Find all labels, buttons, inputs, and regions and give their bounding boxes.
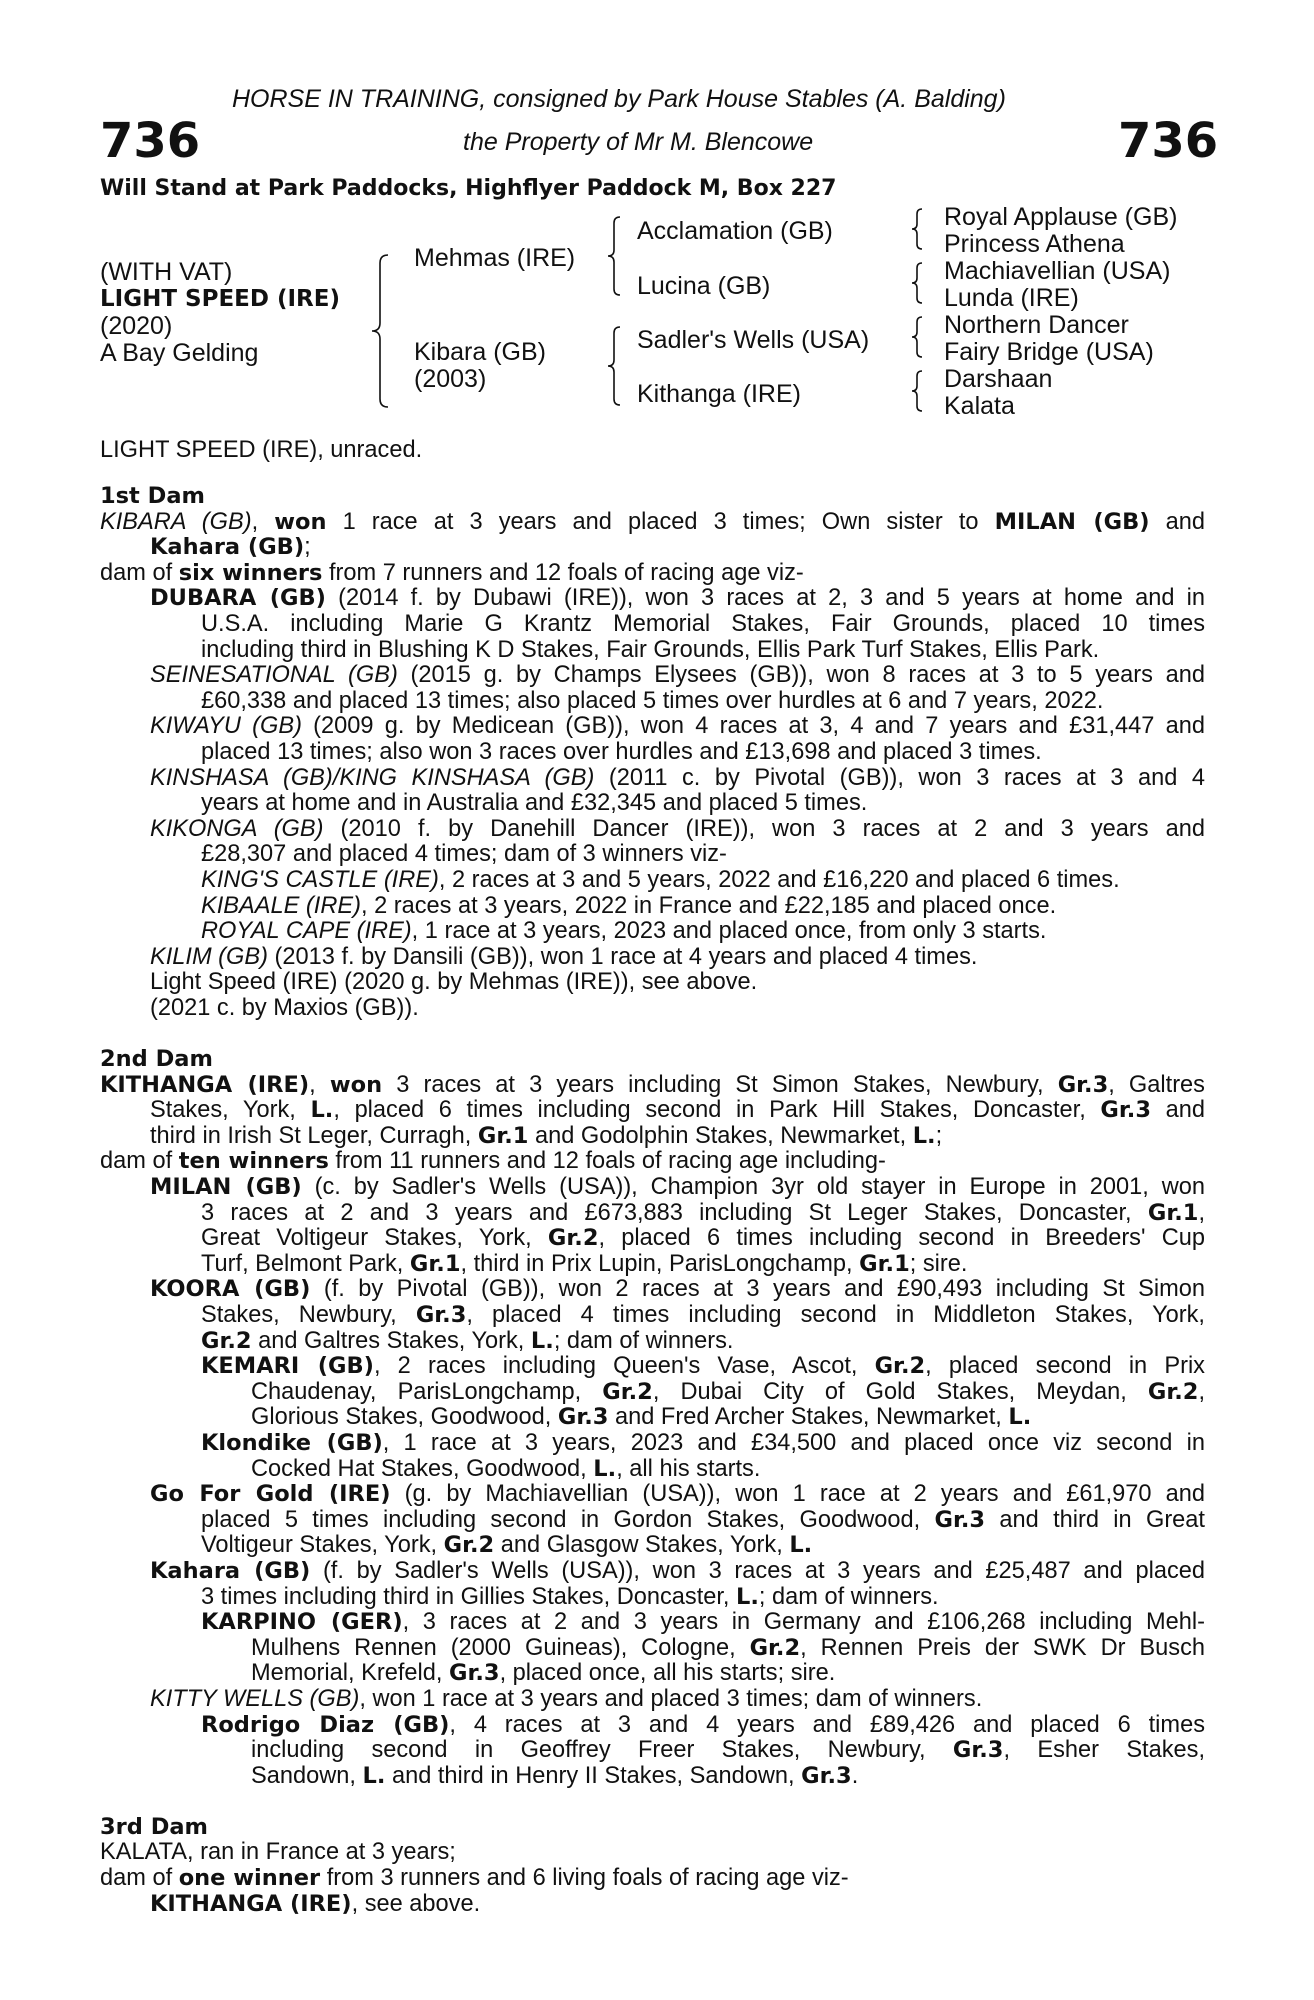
goforgold-l2a: placed 5 times including second in Gordon Stakes, Goodwood,	[201, 1506, 935, 1533]
kemari-line-1	[100, 1354, 1205, 1380]
kithanga-l3c: ;	[935, 1122, 943, 1149]
royalcape-line	[100, 919, 1205, 945]
kithanga-gr3b: Gr.3	[1100, 1097, 1151, 1124]
kibara-line-1: KIBARA (GB), won 1 race at 3 years and placed 3 times; Own sister to MILAN (GB) and	[100, 508, 1205, 535]
kiwayu-name: KIWAYU (GB)	[150, 713, 302, 740]
karpino-name: KARPINO (GER)	[201, 1609, 403, 1636]
kithanga-l3b: and Godolphin Stakes, Newmarket,	[528, 1122, 913, 1149]
rodrigo-gr3b: Gr.3	[801, 1762, 852, 1789]
klondike-l1: , 1 race at 3 years, 2023 and £34,500 and placed once viz second in	[382, 1429, 1205, 1456]
horse-year: (2020)	[100, 312, 173, 340]
dubara-l3: including third in Blushing K D Stakes, Fair Grounds, Ellis Park Turf Stakes, Ellis Park.	[201, 636, 1100, 663]
kingscastle-line	[100, 868, 1205, 894]
karpino-l3a: Memorial, Krefeld,	[251, 1660, 449, 1687]
karpino-line-1	[100, 1610, 1205, 1636]
milan-gr1a: Gr.1	[1147, 1199, 1199, 1226]
klondike-name: Klondike (GB)	[201, 1429, 383, 1456]
kibara-line-2	[100, 535, 1205, 561]
royalcape-text: , 1 race at 3 years, 2023 and placed once, from only 3 starts.	[411, 918, 1047, 945]
pedigree-brace-gg3	[910, 315, 924, 359]
koora-l3a: and Galtres Stakes, York,	[251, 1327, 531, 1354]
gg-fairy-bridge: Fairy Bridge (USA)	[944, 338, 1154, 366]
gg-lunda: Lunda (IRE)	[944, 284, 1079, 312]
kinshasa-name: KINSHASA (GB)/KING KINSHASA (GB)	[150, 764, 595, 791]
gg-royal-applause: Royal Applause (GB)	[944, 203, 1178, 231]
maxios-text: (2021 c. by Maxios (GB)).	[150, 994, 419, 1021]
seinesational-name: SEINESATIONAL (GB)	[150, 662, 398, 689]
goforgold-l3b: and Glasgow Stakes, York,	[494, 1532, 790, 1559]
dam-year: (2003)	[414, 365, 487, 393]
gg-princess-athena: Princess Athena	[944, 230, 1125, 258]
rodrigo-l2b: , Esher Stakes,	[1003, 1737, 1206, 1764]
kemari-l1b: , placed second in Prix	[925, 1353, 1205, 1380]
kilim-line	[100, 945, 1205, 971]
karpino-l2b: , Rennen Preis der SWK Dr Busch	[800, 1634, 1205, 1661]
milan-line-3	[100, 1226, 1205, 1252]
consignor-line: HORSE IN TRAINING, consigned by Park House Stables (A. Balding)	[232, 85, 1006, 113]
pedigree-brace-sire	[606, 215, 622, 297]
koora-l2a: Stakes, Newbury,	[201, 1302, 416, 1328]
kingscastle-text: , 2 races at 3 and 5 years, 2022 and £16,220 and placed 6 times.	[438, 866, 1120, 893]
maxios-line	[100, 996, 1205, 1022]
dam1-damof-bold: six winners	[178, 559, 323, 586]
rodrigo-name: Rodrigo Diaz (GB)	[201, 1711, 450, 1738]
kemari-l: L.	[1008, 1404, 1032, 1431]
lightspeed-line	[100, 970, 1205, 996]
kikonga-line-2	[100, 842, 1205, 868]
kemari-name: KEMARI (GB)	[201, 1353, 374, 1380]
rodrigo-gr3a: Gr.3	[952, 1737, 1004, 1764]
pedigree-brace-gg1	[910, 207, 924, 251]
kalata-line	[100, 1840, 1205, 1866]
kibara-text: 1 race at 3 years and placed 3 times; Own sister to	[326, 508, 995, 535]
kahara-line-1	[100, 1559, 1205, 1585]
koora-gr2: Gr.2	[201, 1327, 252, 1354]
milan-l4c: ; sire.	[909, 1250, 968, 1277]
dubara-line-3	[100, 638, 1205, 664]
kithanga-gr1: Gr.1	[477, 1122, 529, 1149]
dam1-heading-text: 1st Dam	[100, 483, 205, 509]
kiwayu-l1: (2009 g. by Medicean (GB)), won 4 races at 3, 4 and 7 years and £31,447 and	[301, 713, 1205, 740]
dam3-kithanga-name: KITHANGA (IRE)	[150, 1890, 352, 1917]
kemari-l1a: , 2 races including Queen's Vase, Ascot,	[373, 1353, 875, 1380]
goforgold-line-3	[100, 1533, 1205, 1559]
vat-note: (WITH VAT)	[100, 258, 233, 286]
karpino-l2a: Mulhens Rennen (2000 Guineas), Cologne,	[251, 1634, 750, 1661]
milan-l2a: 3 races at 2 and 3 years and £673,883 including St Leger Stakes, Doncaster,	[201, 1199, 1148, 1226]
dam2-heading-text: 2nd Dam	[100, 1046, 213, 1073]
kemari-gr2a: Gr.2	[874, 1353, 926, 1380]
koora-name: KOORA (GB)	[150, 1276, 311, 1303]
spacer	[100, 1021, 1205, 1047]
horse-description: A Bay Gelding	[100, 339, 259, 367]
kithanga-l3a: third in Irish St Leger, Curragh,	[150, 1122, 478, 1149]
kiwayu-line-1	[100, 714, 1205, 740]
kibara-kahara: Kahara (GB)	[150, 534, 305, 561]
rodrigo-l3c: .	[851, 1762, 859, 1789]
dam3-damof-post: from 3 runners and 6 living foals of racing age viz-	[320, 1865, 849, 1892]
kittywells-text: , won 1 race at 3 years and placed 3 times; dam of winners.	[359, 1685, 983, 1712]
kithanga-lb: L.	[912, 1122, 936, 1149]
milan-name: MILAN (GB)	[150, 1174, 302, 1201]
kemari-line-3	[100, 1405, 1205, 1431]
gg-machiavellian: Machiavellian (USA)	[944, 257, 1171, 285]
kithanga-la: L.	[310, 1097, 334, 1124]
kalata-text: KALATA, ran in France at 3 years;	[100, 1839, 456, 1866]
dubara-line-1	[100, 586, 1205, 612]
goforgold-gr3: Gr.3	[934, 1506, 986, 1533]
seinesational-line-2	[100, 689, 1205, 715]
koora-l3b: ; dam of winners.	[553, 1327, 734, 1354]
kilim-text: (2013 f. by Dansili (GB)), won 1 race at 4 years and placed 4 times.	[267, 943, 978, 970]
dam-name: Kibara (GB)	[414, 338, 546, 366]
kinshasa-l2: years at home and in Australia and £32,345 and placed 5 times.	[201, 790, 868, 817]
kahara-l2a: 3 times including third in Gillies Stakes, Doncaster,	[201, 1583, 737, 1610]
kithanga-name: KITHANGA (IRE)	[100, 1071, 310, 1098]
kahara-name: Kahara (GB)	[150, 1557, 311, 1584]
milan-l3a: Great Voltigeur Stakes, York,	[201, 1225, 548, 1252]
horse-name: LIGHT SPEED (IRE)	[100, 286, 340, 312]
karpino-gr2: Gr.2	[749, 1634, 801, 1661]
klondike-line-1	[100, 1431, 1205, 1457]
klondike-l2a: Cocked Hat Stakes, Goodwood,	[251, 1455, 594, 1482]
rodrigo-l2a: including second in Geoffrey Freer Stakes, Newbury,	[251, 1737, 953, 1764]
dam3-kithanga-line	[100, 1892, 1205, 1918]
kithanga-gr3a: Gr.3	[1057, 1071, 1109, 1098]
milan-l4b: , third in Prix Lupin, ParisLongchamp,	[460, 1250, 860, 1277]
rodrigo-line-3	[100, 1764, 1205, 1790]
dam2-damof-bold: ten winners	[178, 1148, 329, 1175]
spacer	[100, 1789, 1205, 1815]
pedigree-brace-gg4	[910, 369, 924, 413]
kithanga-l2b: , placed 6 times including second in Park Hill Stakes, Doncaster,	[333, 1097, 1101, 1124]
karpino-line-3	[100, 1661, 1205, 1687]
milan-gr1b: Gr.1	[409, 1250, 461, 1277]
kikonga-l2: £28,307 and placed 4 times; dam of 3 winners viz-	[201, 841, 727, 868]
dam3-kithanga-text: , see above.	[351, 1890, 481, 1917]
karpino-gr3: Gr.3	[449, 1660, 500, 1687]
koora-l: L.	[530, 1327, 554, 1354]
koora-line-3	[100, 1329, 1205, 1355]
goforgold-l1: (g. by Machiavellian (USA)), won 1 race at 2 years and £61,970 and	[390, 1481, 1205, 1508]
dam2-heading	[100, 1047, 1205, 1073]
goforgold-name: Go For Gold (IRE)	[150, 1481, 391, 1508]
kemari-gr3: Gr.3	[557, 1404, 609, 1431]
kithanga-l2c: and	[1150, 1097, 1206, 1124]
stand-location: Will Stand at Park Paddocks, Highflyer Paddock M, Box 227	[100, 176, 837, 201]
karpino-l1: , 3 races at 2 and 3 years in Germany and £106,268 including Mehl-	[402, 1609, 1206, 1636]
kibaale-name: KIBAALE (IRE)	[201, 892, 361, 919]
kahara-line-2	[100, 1585, 1205, 1611]
goforgold-line-2	[100, 1508, 1205, 1534]
pedigree-brace-main	[370, 253, 392, 409]
kinshasa-line-1	[100, 766, 1205, 792]
milan-l3b: , placed 6 times including second in Breeders' Cup	[598, 1225, 1205, 1252]
gg-northern-dancer: Northern Dancer	[944, 311, 1129, 339]
goforgold-l: L.	[789, 1532, 813, 1559]
milan-line-2	[100, 1201, 1205, 1227]
dubara-l1: (2014 f. by Dubawi (IRE)), won 3 races at 2, 3 and 5 years at home and in	[325, 585, 1205, 612]
koora-l2b: , placed 4 times including second in Middleton Stakes, York,	[466, 1302, 1205, 1328]
property-line: the Property of Mr M. Blencowe	[463, 128, 814, 156]
lot-number-left: 736	[100, 113, 201, 169]
klondike-l: L.	[593, 1455, 617, 1482]
kikonga-line-1	[100, 817, 1205, 843]
koora-line-2	[100, 1303, 1205, 1329]
kahara-l: L.	[736, 1583, 759, 1610]
kemari-l3a: Glorious Stakes, Goodwood,	[251, 1404, 558, 1431]
kibaale-line	[100, 894, 1205, 920]
kibara-name: KIBARA (GB)	[100, 508, 252, 535]
milan-gr1c: Gr.1	[859, 1250, 910, 1277]
pedigree-brace-gg2	[910, 261, 924, 305]
rodrigo-l1: , 4 races at 3 and 4 years and £89,426 and placed 6 times	[449, 1711, 1205, 1738]
milan-l2b: ,	[1198, 1199, 1205, 1226]
koora-line-1	[100, 1277, 1205, 1303]
seinesational-l2: £60,338 and placed 13 times; also placed 5 times over hurdles at 6 and 7 years, 2022.	[201, 687, 1104, 714]
kikonga-name: KIKONGA (GB)	[150, 815, 324, 842]
dubara-l2: U.S.A. including Marie G Krantz Memorial Stakes, Fair Grounds, placed 10 times	[201, 610, 1205, 637]
kemari-line-2	[100, 1380, 1205, 1406]
dubara-name: DUBARA (GB)	[150, 585, 326, 612]
kingscastle-name: KING'S CASTLE (IRE)	[201, 866, 439, 893]
rodrigo-l3b: and third in Henry II Stakes, Sandown,	[385, 1762, 802, 1789]
dam1-damof	[100, 561, 1205, 587]
goforgold-line-1	[100, 1482, 1205, 1508]
seinesational-line-1	[100, 663, 1205, 689]
dam1-damof-pre: dam of	[100, 559, 179, 586]
milan-line-1	[100, 1175, 1205, 1201]
karpino-l3b: , placed once, all his starts; sire.	[499, 1660, 836, 1687]
kemari-l3b: and Fred Archer Stakes, Newmarket,	[608, 1404, 1009, 1431]
rodrigo-l: L.	[362, 1762, 386, 1789]
kiwayu-line-2	[100, 740, 1205, 766]
rodrigo-l3a: Sandown,	[251, 1762, 363, 1789]
dam3-damof	[100, 1866, 1205, 1892]
pedigree-brace-dam	[606, 325, 622, 407]
kemari-l2b: , Dubai City of Gold Stakes, Meydan,	[652, 1378, 1148, 1405]
kahara-l1: (f. by Sadler's Wells (USA)), won 3 races at 3 years and £25,487 and placed	[310, 1557, 1205, 1584]
catalogue-body	[100, 484, 1205, 1917]
kinshasa-line-2	[100, 791, 1205, 817]
kithanga-l2a: Stakes, York,	[150, 1097, 311, 1124]
kittywells-name: KITTY WELLS (GB)	[150, 1685, 360, 1712]
kilim-name: KILIM (GB)	[150, 943, 268, 970]
kithanga-line-2	[100, 1098, 1205, 1124]
klondike-l2b: , all his starts.	[616, 1455, 761, 1482]
koora-l1: (f. by Pivotal (GB)), won 2 races at 3 years and £90,493 including St Simon	[310, 1276, 1205, 1303]
dam2-damof	[100, 1149, 1205, 1175]
kibara-semi: ;	[304, 534, 311, 561]
kithanga-line-3	[100, 1124, 1205, 1150]
kibara-and: and	[1149, 508, 1205, 535]
lightspeed-text: Light Speed (IRE) (2020 g. by Mehmas (IRE)), see above.	[150, 969, 758, 996]
dubara-line-2	[100, 612, 1205, 638]
kikonga-l1: (2010 f. by Danehill Dancer (IRE)), won 3 races at 2 and 3 years and	[323, 815, 1205, 842]
sire-sire-name: Acclamation (GB)	[637, 217, 833, 245]
rodrigo-line-1	[100, 1713, 1205, 1739]
kithanga-l1a: 3 races at 3 years including St Simon Stakes, Newbury,	[382, 1071, 1058, 1098]
kittywells-line	[100, 1687, 1205, 1713]
kemari-l2c: ,	[1198, 1378, 1205, 1405]
klondike-line-2	[100, 1457, 1205, 1483]
dam3-damof-pre: dam of	[100, 1865, 179, 1892]
koora-gr3: Gr.3	[415, 1302, 467, 1328]
milan-l4a: Turf, Belmont Park,	[201, 1250, 410, 1277]
summary-line: LIGHT SPEED (IRE), unraced.	[100, 437, 423, 463]
sire-dam-name: Lucina (GB)	[637, 272, 771, 300]
kemari-l2a: Chaudenay, ParisLongchamp,	[251, 1378, 603, 1405]
kahara-l2b: ; dam of winners.	[758, 1583, 939, 1610]
karpino-line-2	[100, 1636, 1205, 1662]
sire-name: Mehmas (IRE)	[414, 244, 576, 272]
dam-sire-name: Sadler's Wells (USA)	[637, 326, 870, 354]
dam3-damof-bold: one winner	[178, 1865, 321, 1892]
dam-dam-name: Kithanga (IRE)	[637, 380, 801, 408]
rodrigo-line-2	[100, 1738, 1205, 1764]
kibara-won: won	[274, 508, 327, 535]
kibaale-text: , 2 races at 3 years, 2022 in France and £22,185 and placed once.	[360, 892, 1057, 919]
kithanga-line-1: KITHANGA (IRE), won 3 races at 3 years including St Simon Stakes, Newbury, Gr.3, Galtres	[100, 1071, 1205, 1098]
dam3-heading	[100, 1815, 1205, 1841]
milan-l1: (c. by Sadler's Wells (USA)), Champion 3yr old stayer in Europe in 2001, won	[301, 1174, 1205, 1201]
kithanga-won: won	[329, 1071, 383, 1098]
gg-kalata: Kalata	[944, 392, 1015, 420]
gg-darshaan: Darshaan	[944, 365, 1053, 393]
seinesational-l1: (2015 g. by Champs Elysees (GB)), won 8 races at 3 to 5 years and	[397, 662, 1205, 689]
lot-number-right: 736	[1118, 113, 1219, 169]
kiwayu-l2: placed 13 times; also won 3 races over hurdles and £13,698 and placed 3 times.	[201, 738, 1042, 765]
dam2-damof-post: from 11 runners and 12 foals of racing age including-	[328, 1148, 886, 1175]
milan-line-4	[100, 1252, 1205, 1278]
dam1-damof-post: from 7 runners and 12 foals of racing age viz-	[322, 559, 804, 586]
royalcape-name: ROYAL CAPE (IRE)	[201, 918, 412, 945]
dam1-heading	[100, 484, 1205, 510]
kithanga-l1b: , Galtres	[1108, 1071, 1205, 1098]
goforgold-l3a: Voltigeur Stakes, York,	[201, 1532, 444, 1559]
goforgold-gr2: Gr.2	[443, 1532, 495, 1559]
goforgold-l2b: and third in Great	[985, 1506, 1205, 1533]
dam3-heading-text: 3rd Dam	[100, 1813, 208, 1840]
kemari-gr2b: Gr.2	[602, 1378, 653, 1405]
kinshasa-l1: (2011 c. by Pivotal (GB)), won 3 races at 3 and 4	[594, 764, 1205, 791]
dam2-damof-pre: dam of	[100, 1148, 179, 1175]
milan-gr2: Gr.2	[547, 1225, 599, 1252]
kemari-gr2c: Gr.2	[1147, 1378, 1199, 1405]
kibara-milan: MILAN (GB)	[994, 508, 1150, 535]
